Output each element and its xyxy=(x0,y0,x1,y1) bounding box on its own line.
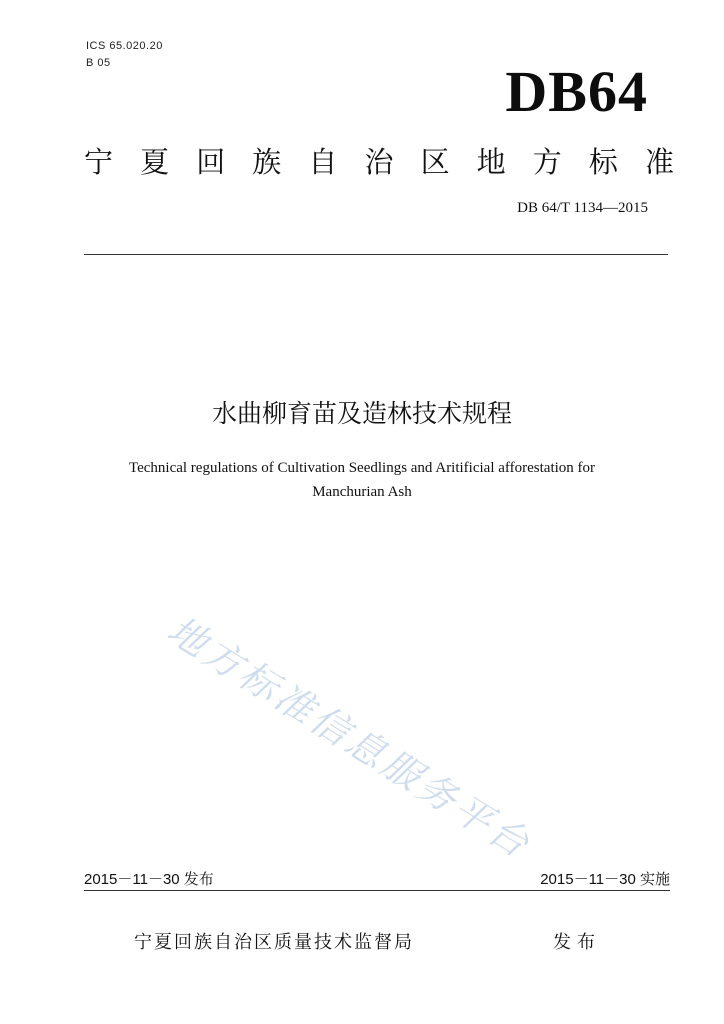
chinese-title: 水曲柳育苗及造林技术规程 xyxy=(211,399,512,428)
issuing-authority: 宁夏回族自治区质量技术监督局 xyxy=(134,932,414,953)
authority-char: 族 xyxy=(252,145,282,179)
publish-label: 发布 xyxy=(553,932,601,953)
authority-char: 方 xyxy=(532,145,562,179)
footer-divider xyxy=(84,890,670,891)
category-code: B 05 xyxy=(86,57,111,69)
authority-char: 回 xyxy=(196,145,226,179)
header-divider xyxy=(84,254,668,255)
authority-char: 夏 xyxy=(140,145,170,179)
authority-char: 区 xyxy=(420,145,450,179)
issue-date: 2015－11－30 发布 xyxy=(84,871,214,888)
english-title xyxy=(84,456,640,504)
classification-codes xyxy=(86,38,163,72)
authority-char: 地 xyxy=(476,145,506,179)
implement-date: 2015－11－30 实施 xyxy=(540,871,670,888)
standard-number: DB 64/T 1134—2015 xyxy=(517,200,648,216)
authority-char: 宁 xyxy=(84,145,114,179)
db64-logo: DB64 xyxy=(505,59,648,124)
date-row xyxy=(84,868,670,889)
authority-char: 自 xyxy=(308,145,338,179)
authority-title xyxy=(84,140,674,181)
authority-char: 准 xyxy=(644,145,674,179)
english-title-line-1: Technical regulations of Cultivation Seedlings and Aritificial afforestation for xyxy=(128,460,596,476)
authority-char: 标 xyxy=(588,145,618,179)
authority-char: 治 xyxy=(364,145,394,179)
watermark: 地方标准信息服务平台 xyxy=(159,607,540,868)
english-title-line-2: Manchurian Ash xyxy=(312,484,412,500)
ics-code: ICS 65.020.20 xyxy=(86,40,163,52)
